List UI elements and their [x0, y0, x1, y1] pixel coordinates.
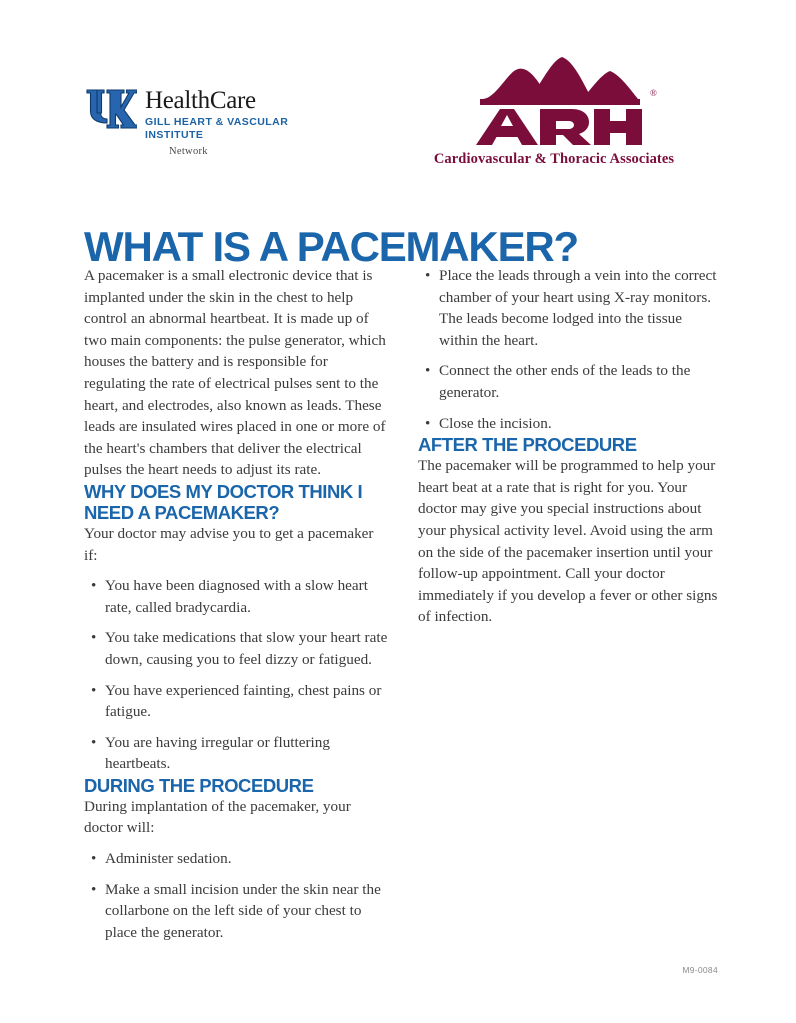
uk-healthcare-logo: [85, 86, 288, 157]
bullet-dot-icon: •: [91, 850, 97, 868]
list-item: [84, 575, 389, 618]
bullet-dot-icon: •: [91, 880, 97, 898]
uk-institute-line-1: GILL HEART & VASCULAR: [145, 116, 289, 128]
document-code: M9-0084: [682, 965, 718, 975]
list-item-text: Administer sedation.: [105, 850, 232, 868]
bullet-dot-icon: •: [425, 362, 431, 380]
bullet-dot-icon: •: [91, 629, 97, 647]
during-bullet-list: [84, 848, 389, 943]
list-item-text: Connect the other ends of the leads to the generator.: [439, 362, 691, 401]
list-item-text: You have experienced fainting, chest pains or fatigue.: [105, 681, 382, 721]
list-item: [84, 680, 389, 723]
list-item: [84, 627, 389, 670]
uk-institute-line-2: INSTITUTE: [145, 128, 204, 141]
list-item: [418, 360, 723, 403]
list-item: [84, 879, 389, 944]
list-item-text: Place the leads through a vein into the correct chamber of your heart using X-ray monitors. The leads become lodged into the tissue within the heart.: [439, 267, 717, 349]
bullet-dot-icon: •: [91, 733, 97, 751]
why-bullet-list: [84, 575, 389, 775]
uk-healthcare-name: HealthCare: [145, 87, 256, 114]
arh-mountains-and-wordmark-icon: [470, 55, 650, 145]
list-item-text: You take medications that slow your heart rate down, causing you to feel dizzy or fatigued.: [105, 629, 388, 668]
heading-during-procedure: DURING THE PROCEDURE: [84, 774, 314, 796]
list-item: [418, 265, 723, 351]
arh-registered-mark: ®: [650, 88, 657, 98]
arh-logo: [408, 55, 700, 175]
bullet-dot-icon: •: [425, 414, 431, 432]
uk-monogram-icon: [85, 86, 137, 132]
list-item-text: Close the incision.: [439, 414, 552, 432]
after-procedure-paragraph: The pacemaker will be programmed to help your heart beat at a rate that is right for you. Your doctor may give you special instructions about your physical activity level. Avoid using the arm on the side of the pacemaker insertion until your follow-up appointment. Call your doctor immediately if you develop a fever or other signs of infection.: [418, 457, 718, 626]
why-lead-paragraph: Your doctor may advise you to get a pacemaker if:: [84, 524, 374, 564]
intro-paragraph: A pacemaker is a small electronic device that is implanted under the skin in the chest to help control an abnormal heartbeat. It is made up of two main components: the pulse generator, which houses the battery and is responsible for regulating the rate of electrical pulses sent to the heart, and electrodes, also known as leads. These leads are insulated wires placed in one or more of the heart's chambers that deliver the electrical pulses the heart needs to adjust its rate.: [84, 267, 386, 479]
list-item-text: Make a small incision under the skin near the collarbone on the left side of your chest to place the generator.: [105, 880, 381, 941]
right-column: [418, 265, 723, 628]
list-item-text: You have been diagnosed with a slow heart rate, called bradycardia.: [105, 577, 368, 616]
heading-after-procedure: AFTER THE PROCEDURE: [418, 434, 637, 456]
arh-tagline: Cardiovascular & Thoracic Associates: [433, 151, 675, 167]
bullet-dot-icon: •: [425, 267, 431, 284]
during-lead-paragraph: During implantation of the pacemaker, your doctor will:: [84, 797, 351, 837]
page-title: WHAT IS A PACEMAKER?: [84, 223, 578, 271]
logo-header: [0, 0, 796, 185]
heading-why-need-pacemaker: WHY DOES MY DOCTOR THINK I NEED A PACEMAKER?: [84, 480, 363, 523]
list-item: [84, 732, 389, 775]
list-item: [84, 848, 389, 870]
uk-network-label: Network: [169, 146, 208, 157]
bullet-dot-icon: •: [91, 681, 97, 699]
during-bullet-list-continued: [418, 265, 723, 434]
bullet-dot-icon: •: [91, 577, 97, 595]
uk-logo-text: [145, 86, 288, 157]
left-column: [84, 265, 389, 943]
list-item: [418, 413, 723, 435]
list-item-text: You are having irregular or fluttering heartbeats.: [105, 733, 330, 773]
